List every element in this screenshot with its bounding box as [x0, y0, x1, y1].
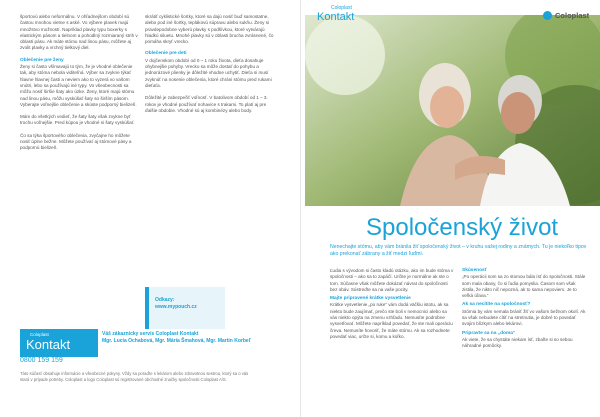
contact-line-2: Mgr. Lucia Ochabová, Mgr. Mária Šmahová, Mgr. Martin Korbeľ: [102, 338, 251, 344]
links-url[interactable]: www.mypouch.cz: [155, 304, 197, 310]
links-label: Odkazy:: [155, 297, 175, 303]
paragraph: Ak viete, že sa chystáte niekam ísť, zbaľte si so sebou náhradné pomôcky.: [462, 336, 573, 349]
right-column-2: [462, 268, 588, 353]
links-box: [145, 287, 225, 329]
company-name: Coloplast: [555, 11, 590, 20]
coloplast-mark-icon: [543, 11, 552, 20]
contact-line-1: Váš zákaznícky servis Coloplast Kontakt: [102, 331, 199, 337]
hero-photo: [305, 15, 600, 206]
logo-big-text: Kontakt: [26, 337, 71, 352]
intro-text: Nenechajte stómu, aby vám bránila žiť spoločenský život – v kruhu vašej rodiny a známych. Tu je niekoľko tipov ako prekonať zábrany a žiť medzi ľuďmi.: [330, 244, 587, 258]
right-column-1: [330, 268, 455, 343]
subheading-children: Oblečenie pre deti: [145, 51, 187, 57]
contact-info: [102, 331, 251, 345]
left-column-1: [20, 14, 140, 158]
paragraph: V dojčenskom období od 0 – 1 roku života, dieťa dosahuje ohybnejšie pohyby. Vrecko sa môže dostať do pohybu a jednorázové plienky je dôležité vhodne uchytiť. Dieťa si musí zvyknúť na nosenie oblečenia, ktoré chráni stómu pred rukami dieťaťa.: [145, 57, 272, 88]
subheading-prepare: Pripravte sa na „doma“: [462, 330, 516, 336]
brand-small-text: Coloplast: [331, 5, 352, 11]
brand-big-text: Kontakt: [317, 11, 355, 23]
paragraph: Stómia by vám nemala brániť žiť vo vašom bežnom okolí. Ak sa však nebudete cítiť na stretnutia, je dobré to povedať svojim blízkym alebo lekárovi.: [462, 308, 586, 327]
paragraph: Krátke vysvetlenie „po ruke“ vám dodá väčšiu istotu, ak sa niekto bude zaujímať, prečo ste boli v nemocnici alebo sa vás niekto opýta na zmenu vzhľadu. Nemusíte podrobne vysvetľovať. Môžete napríklad povedať, že ste mali operáciu čreva. Nemusíte hovoriť, že máte stómu. Ak sa rozhodnete povedať viac, určte si, komu a koľko.: [330, 302, 453, 339]
paragraph: Dôležité je zabezpečiť voľnosť. V batolivom období od 1 – 3. rokov je vhodné používať nohavice s trakami. To platí aj pre ďalšie obdobie. Vhodné sú aj kombinézy alebo body.: [145, 95, 268, 113]
paragraph: Ženy si často všímavajú to tým, že je vhodné oblečenie tak, aby stóma nebola viditeľná. Výber sa zvykne týkať hlavne hlavnej časti a neviem ako to vyzerá vo vašom vnútri, lebo sa používajú iné typy. Vo všeobecnosti sa môžu nosiť širšie šaty ako úzke. Ženy, ktoré majú stómu nad linou pásu, môžu vyskúšať šaty so širším pásom. Vyberajte voľnejšie oblečenie a skúste podporný bielizeň.: [20, 64, 137, 107]
subheading-not-feeling-social: Ak sa necítite na spoločnosť?: [462, 302, 531, 308]
phone-number[interactable]: 0800 159 159: [20, 357, 63, 364]
paragraph: Ľudia s vývodom si často kladú otázku, ako im bude stóma v spoločnosti – ako sa to zapáčí. Určite je normálne ak ste o tom. Súčasne však môžete dokázať návrat do spoločnosti bez obáv. Sústreďte sa na vaše pocity.: [330, 268, 454, 292]
subheading-explanation: Majte pripravené krátke vysvetlenie: [330, 296, 411, 302]
kontakt-brand: [317, 5, 354, 23]
coloplast-logo: [543, 11, 589, 20]
paragraph: Čo sa týka športového oblečenia, zvyčajne ho môžete nosiť úplne bežne. Môžete používať aj stómové pásy a podpornú bielizeň.: [20, 132, 132, 151]
paragraph: skrátiť cyklistické šortky, ktoré sa dajú nosiť buď samostatne, alebo pod iné šortky, teplákovú súpravu alebo sukňu. Ženy si pravdepodobne vyberú plavky s podšívkou, ktoré vytvárajú hladkú siluetu. Mnohé plavky sú v oblasti brucha zvrásnené, čo pomáha skryť vrecko.: [145, 14, 274, 45]
coloplast-kontakt-logo: [20, 329, 98, 357]
subheading-women: Oblečenie pre ženy: [20, 57, 64, 63]
paragraph: „Po operácii som sa zo stomou bála ísť do spoločnosti. Stále som mala obavy, čo si ľudia pomyslia. Časom som však zistila, že nikto nič nepozná, ak to sama nepoviem. Je to veľká úľava.“: [462, 274, 586, 299]
page-title: Spoločenský život: [366, 214, 559, 241]
page-fold: [300, 0, 301, 417]
subheading-experience: Skúsenosť: [462, 268, 487, 273]
paragraph: športovú alebo neformálnu. V ohľadnejšom období sú častou mnohou vietne s aské. Vo výbere plavek majú množstvo možností. Napríklad plavky typu boxerky s elastickým pásom a tielnom a pohodlný rozmiaraný strih v oblasti pásu. Ak máte stómu nad linou pásu, môžete aj zvolit plavky a vrchný tielkový diel.: [20, 14, 138, 51]
left-column-2: [145, 14, 275, 120]
logo-small-text: Coloplast: [30, 332, 49, 337]
fineprint: Táto súčasť obsahuje informácie a všeobecné pokyny. Vždy sa poraďte s lekárom alebo zdravotnou sestrou, ktorý sa o vás stará v prípade potreby. Coloplast a logo Coloplast sú registrované obchodné značky spoločnosti Coloplast A/S.: [20, 371, 249, 382]
couple-photo-illustration: [305, 15, 600, 206]
paragraph: Mám do všetkých vedieť, že šaty šaty však zvykne byť trochu voľnejšie. Pred kúpou je vhodné si šaty vyskúšať.: [20, 114, 135, 126]
